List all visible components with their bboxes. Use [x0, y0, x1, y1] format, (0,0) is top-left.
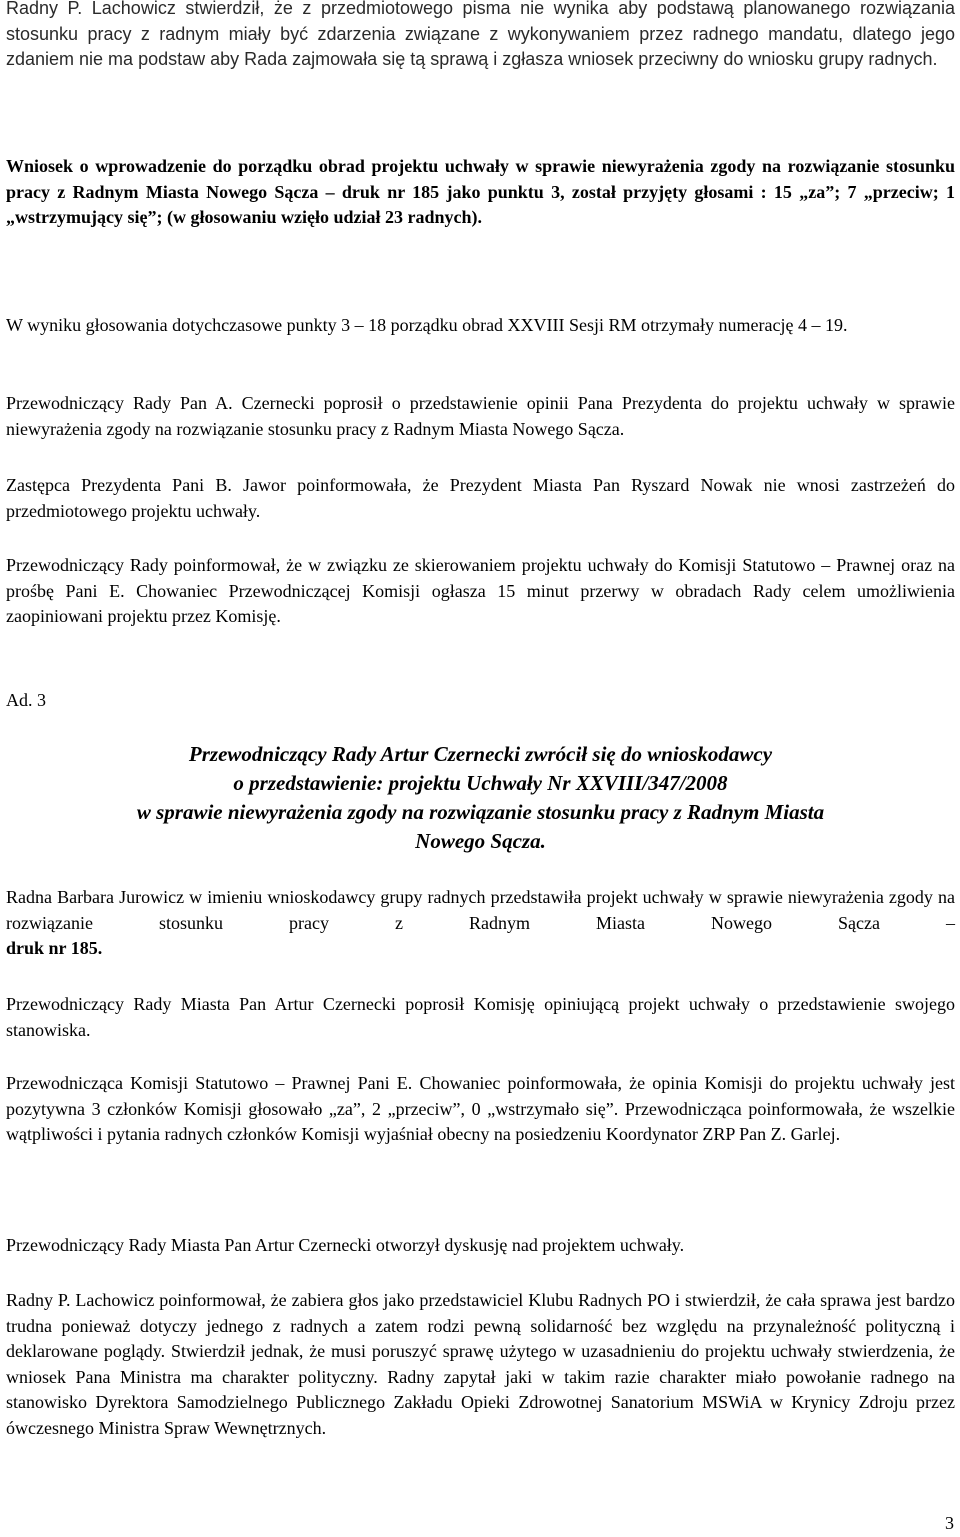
heading-line: Nowego Sącza. — [415, 829, 546, 853]
paragraph-commission-opinion: Przewodnicząca Komisji Statutowo – Prawnej Pani E. Chowaniec poinformowała, że opinia Komisji do projektu uchwały jest pozytywna 3 członków Komisji głosowało „za”, 2 „przeciw”, 0 „wstrzymało się”. Przewodnicząca poinformowała, że wszelkie wątpliwości i pytania radnych członków Komisji wyjaśniał obecny na posiedzeniu Koordynator ZRP Pan Z. Garlej. — [6, 1073, 955, 1145]
jurowicz-druk: druk nr 185. — [6, 938, 103, 959]
paragraph-jurowicz — [6, 885, 955, 962]
paragraph-commission-request: Przewodniczący Rady Miasta Pan Artur Czernecki poprosił Komisję opiniującą projekt uchwały o przedstawienie swojego stanowiska. — [6, 994, 955, 1040]
heading-line: o przedstawienie: projektu Uchwały Nr XXVIII/347/2008 — [233, 771, 728, 795]
jurowicz-text: Radna Barbara Jurowicz w imieniu wnioskodawcy grupy radnych przedstawiła projekt uchwały w sprawie niewyrażenia zgody na rozwiązanie stosunku pracy z Radnym Miasta Nowego Sącza – — [6, 887, 955, 933]
paragraph-lachowicz-intro: Radny P. Lachowicz stwierdził, że z przedmiotowego pisma nie wynika aby podstawą planowanego rozwiązania stosunku pracy z radnym miały być zdarzenia związane z wykonywaniem przez radnego mandatu, dlatego jego zdaniem nie ma podstaw aby Rada zajmowała się tą sprawą i zgłasza wniosek przeciwny do wniosku grupy radnych. — [6, 0, 955, 70]
paragraph-break-announcement: Przewodniczący Rady poinformował, że w związku ze skierowaniem projektu uchwały do Komisji Statutowo – Prawnej oraz na prośbę Pani E. Chowaniec Przewodniczącej Komisji ogłasza 15 minut przerwy w obradach Rady celem umożliwienia zaopiniowani projektu przez Komisję. — [6, 555, 955, 627]
agenda-heading — [6, 740, 955, 856]
agenda-item-label: Ad. 3 — [6, 690, 46, 710]
paragraph-motion-result: Wniosek o wprowadzenie do porządku obrad projektu uchwały w sprawie niewyrażenia zgody na rozwiązanie stosunku pracy z Radnym Miasta Nowego Sącza – druk nr 185 jako punktu 3, został przyjęty głosami : 15 „za”; 7 „przeciw; 1 „wstrzymujący się”; (w głosowaniu wzięło udział 23 radnych). — [6, 156, 955, 228]
heading-line: w sprawie niewyrażenia zgody na rozwiązanie stosunku pracy z Radnym Miasta — [136, 800, 825, 824]
page-number: 3 — [945, 1513, 954, 1533]
paragraph-renumbering: W wyniku głosowania dotychczasowe punkty 3 – 18 porządku obrad XXVIII Sesji RM otrzymały numerację 4 – 19. — [6, 315, 848, 335]
paragraph-chairman-request: Przewodniczący Rady Pan A. Czernecki poprosił o przedstawienie opinii Pana Prezydenta do projektu uchwały w sprawie niewyrażenia zgody na rozwiązanie stosunku pracy z Radnym Miasta Nowego Sącza. — [6, 393, 955, 439]
heading-line: Przewodniczący Rady Artur Czernecki zwrócił się do wnioskodawcy — [188, 742, 773, 766]
paragraph-discussion-open: Przewodniczący Rady Miasta Pan Artur Czernecki otworzył dyskusję nad projektem uchwały. — [6, 1235, 685, 1255]
paragraph-lachowicz-statement: Radny P. Lachowicz poinformował, że zabiera głos jako przedstawiciel Klubu Radnych PO i stwierdził, że cała sprawa jest bardzo trudna ponieważ dotyczy jednego z radnych a zatem rodzi pewną solidarność bez względu na przynależność polityczną i deklarowane poglądy. Stwierdził jednak, że musi poruszyć sprawę użytego w uzasadnieniu do projektu uchwały stwierdzenia, że wniosek Pana Ministra ma charakter polityczny. Radny zapytał jaki w takim razie charakter miało powołanie radnego na stanowisko Dyrektora Samodzielnego Publicznego Zakładu Opieki Zdrowotnej Sanatorium MSWiA w Krynicy Zdroju przez ówczesnego Ministra Spraw Wewnętrznych. — [6, 1290, 955, 1438]
paragraph-deputy-info: Zastępca Prezydenta Pani B. Jawor poinformowała, że Prezydent Miasta Pan Ryszard Nowak nie wnosi zastrzeżeń do przedmiotowego projektu uchwały. — [6, 475, 955, 521]
